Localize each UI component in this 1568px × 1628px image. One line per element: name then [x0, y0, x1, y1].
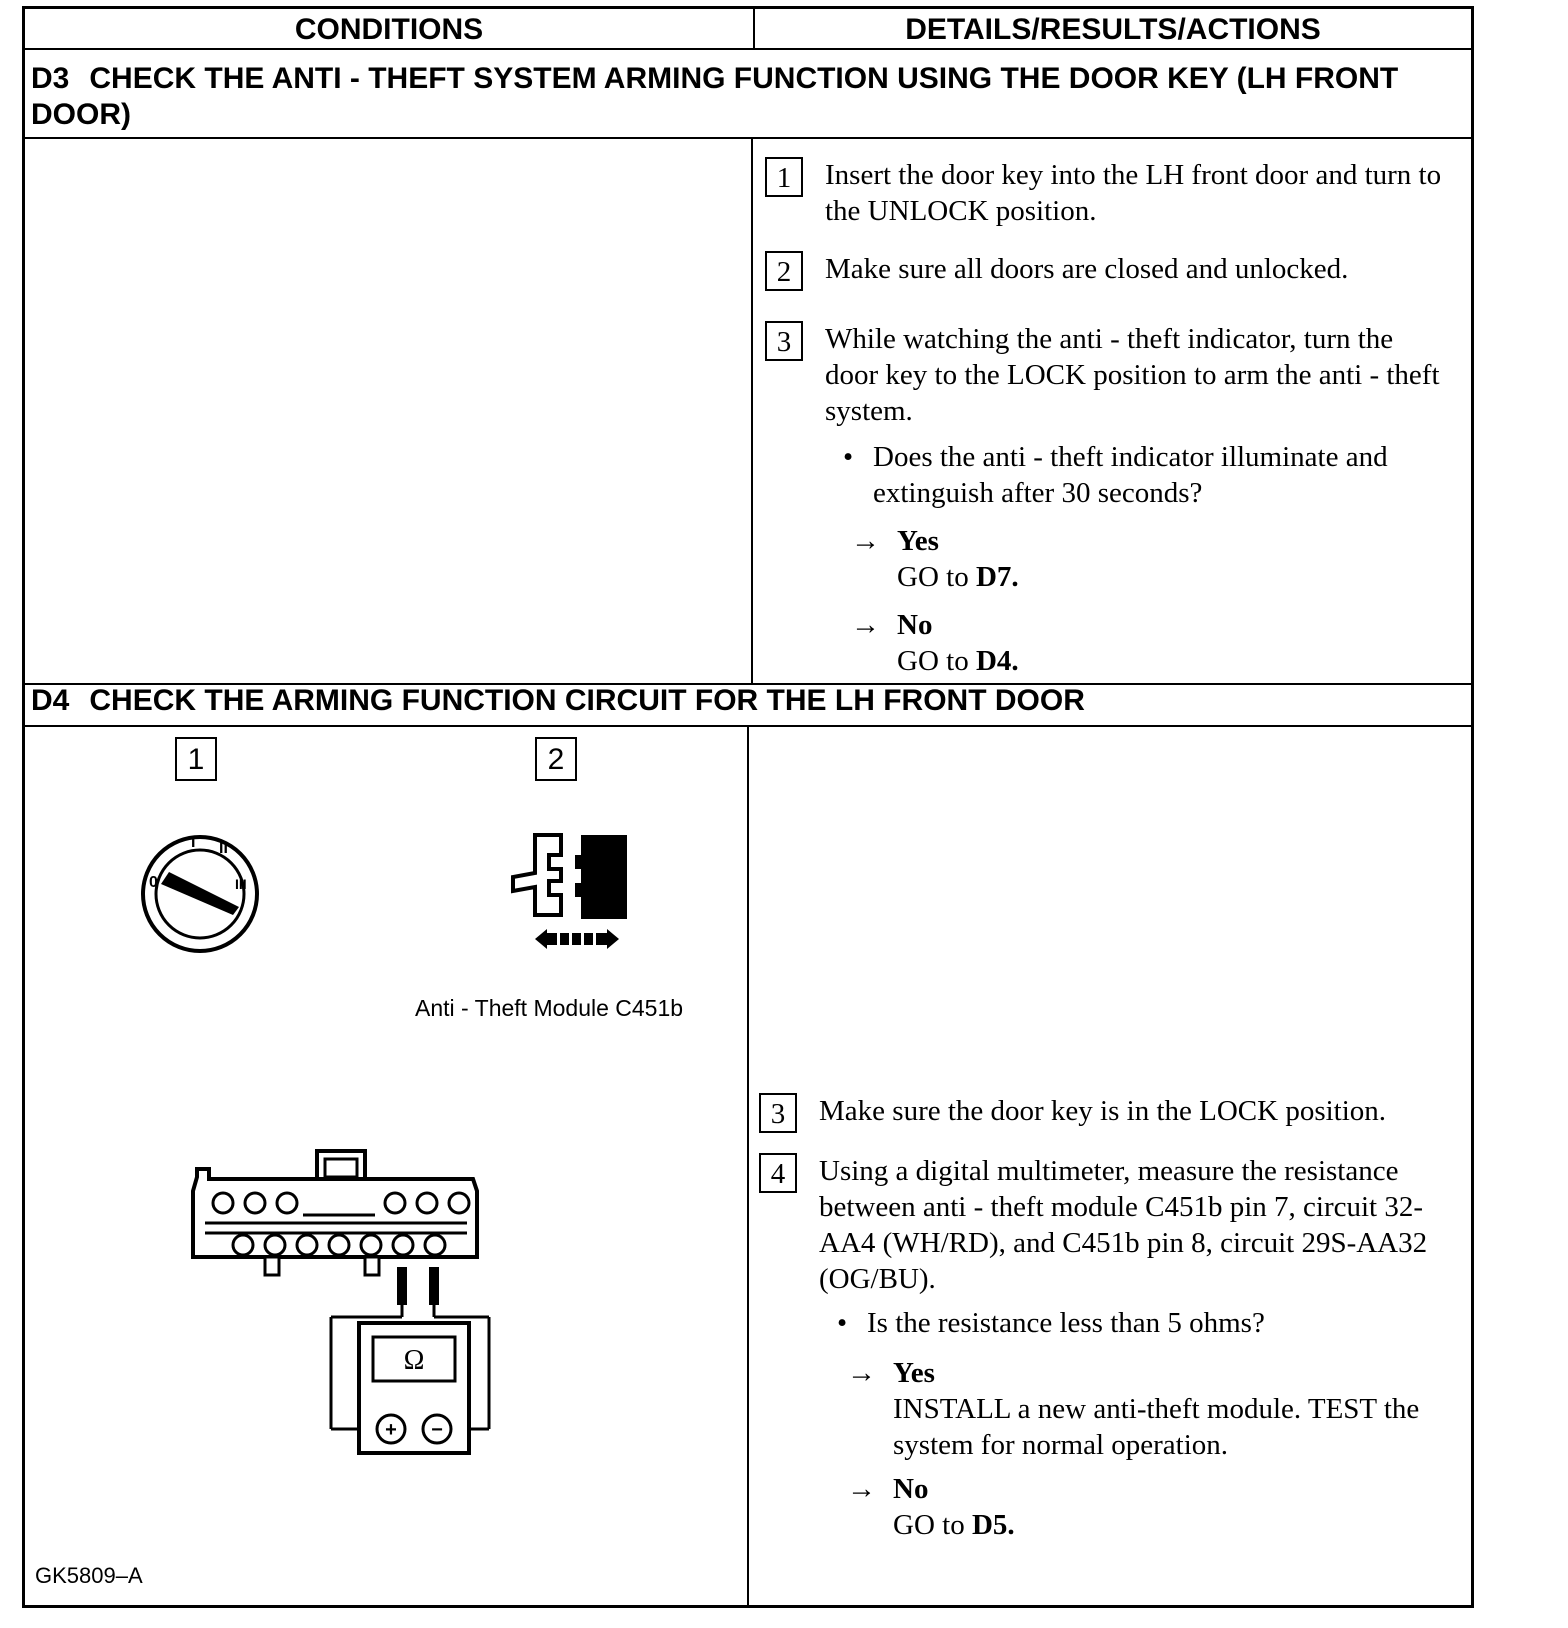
details-column-header: DETAILS/RESULTS/ACTIONS — [905, 13, 1321, 46]
d4-code: D4 — [31, 684, 70, 717]
d3-code: D3 — [31, 62, 70, 95]
conditions-column-header: CONDITIONS — [294, 13, 484, 46]
svg-text:+: + — [385, 1419, 397, 1441]
d4-section-heading — [31, 683, 1461, 719]
question-text: Is the resistance less than 5 ohms? — [867, 1307, 1265, 1339]
answer-action: INSTALL a new anti-theft module. TEST the system for normal operation. — [893, 1393, 1420, 1461]
step-number-box: 3 — [759, 1093, 797, 1133]
answer-action: GO to D4. — [897, 645, 1019, 677]
answer-label: Yes — [897, 525, 939, 557]
step-text: Insert the door key into the LH front door and turn to the UNLOCK position. — [825, 159, 1442, 227]
step-number-box: 4 — [759, 1153, 797, 1193]
connector-caption: Anti - Theft Module C451b — [415, 995, 684, 1021]
ignition-mark-3: III — [235, 876, 247, 892]
step-number-box: 1 — [765, 157, 803, 197]
ignition-switch-icon — [135, 829, 265, 959]
step-number-box: 2 — [765, 251, 803, 291]
step-text: Using a digital multimeter, measure the resistance between anti - theft module C451b pin 7, circuit 32-AA4 (WH/RD), and C451b pin 8, circuit 29S-AA32 (OG/BU). — [819, 1155, 1428, 1295]
d4-column-divider — [747, 725, 749, 1605]
diagnostic-table — [22, 6, 1474, 1608]
connector-disconnect-icon — [495, 825, 635, 965]
arrow-icon: → — [847, 1357, 876, 1389]
d3-title: CHECK THE ANTI - THEFT SYSTEM ARMING FUNCTION USING THE DOOR KEY (LH FRONT DOOR) — [31, 62, 1399, 131]
header-divider — [753, 9, 755, 48]
answer-label: No — [897, 609, 933, 641]
bullet-icon: • — [837, 1307, 848, 1339]
arrow-icon: → — [851, 525, 880, 557]
ohm-symbol: Ω — [403, 1345, 425, 1376]
bullet-icon: • — [843, 441, 854, 473]
d3-section-heading — [31, 61, 1461, 133]
ignition-mark-off: 0 — [149, 874, 158, 891]
question-text: Does the anti - theft indicator illuminate and extinguish after 30 seconds? — [873, 441, 1388, 509]
answer-action: GO to D7. — [897, 561, 1019, 593]
illustration-step-1-box: 1 — [175, 737, 217, 781]
answer-label: Yes — [893, 1357, 935, 1389]
d4-title: CHECK THE ARMING FUNCTION CIRCUIT FOR THE LH FRONT DOOR — [89, 684, 1085, 717]
d3-heading-rule — [25, 137, 1471, 139]
arrow-icon: → — [851, 609, 880, 641]
svg-text:−: − — [431, 1419, 443, 1441]
ignition-mark-1: I — [191, 834, 196, 851]
header-rule — [25, 48, 1471, 50]
arrow-icon: → — [847, 1473, 876, 1505]
step-number-box: 3 — [765, 321, 803, 361]
step-text: Make sure the door key is in the LOCK position. — [819, 1095, 1387, 1127]
answer-label: No — [893, 1473, 929, 1505]
multimeter-connector-diagram — [185, 1147, 495, 1457]
step-text: Make sure all doors are closed and unlocked. — [825, 253, 1349, 285]
ignition-mark-2: II — [219, 840, 228, 857]
d3-column-divider — [751, 137, 753, 683]
illustration-step-2-box: 2 — [535, 737, 577, 781]
figure-id: GK5809–A — [35, 1563, 143, 1588]
answer-action: GO to D5. — [893, 1509, 1015, 1541]
step-text: While watching the anti - theft indicator, turn the door key to the LOCK position to arm the anti - theft system. — [825, 323, 1440, 427]
